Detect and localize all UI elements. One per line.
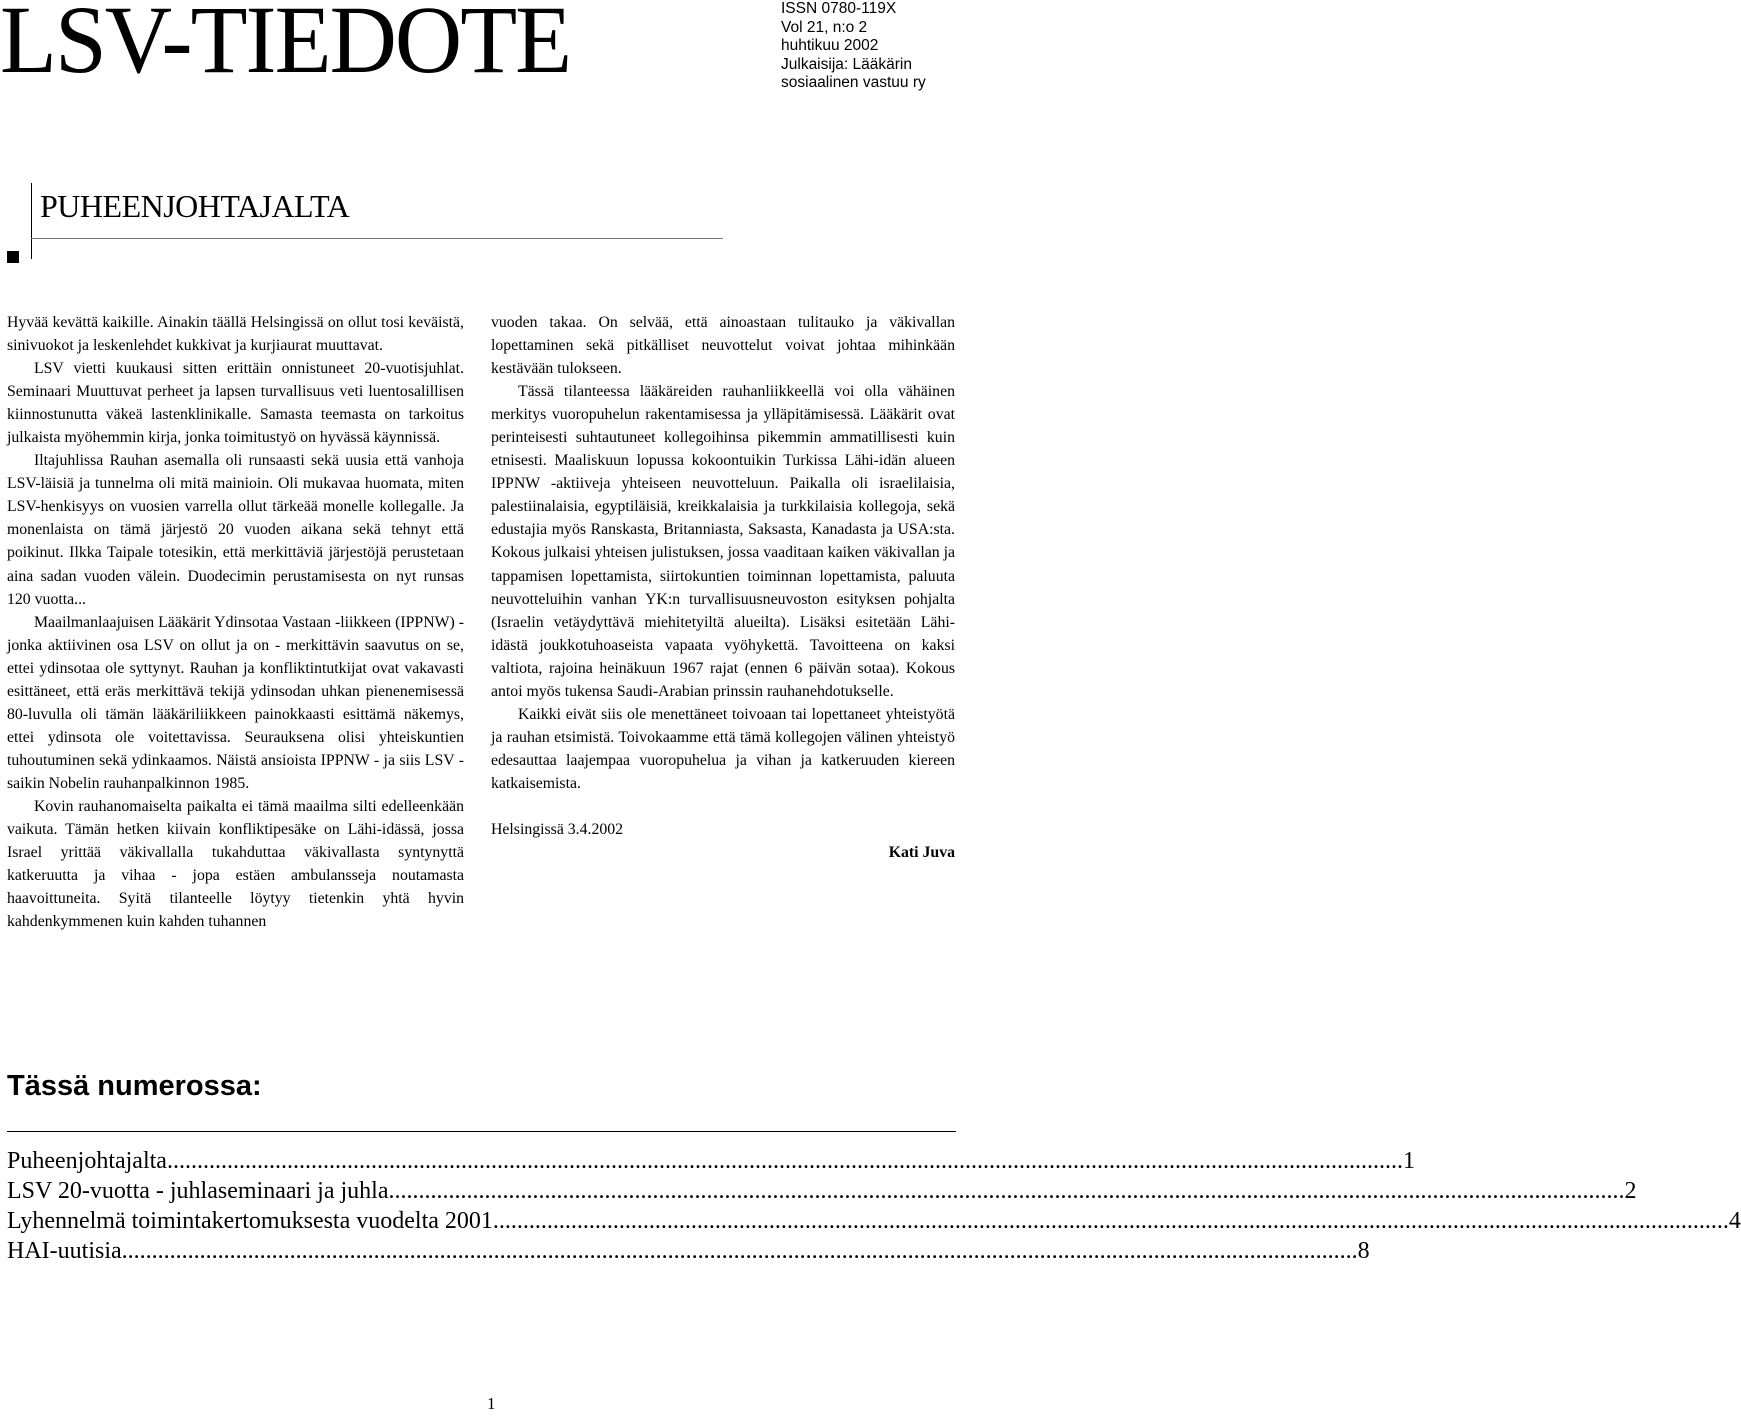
section-horizontal-rule bbox=[31, 238, 723, 239]
paragraph: Tässä tilanteessa lääkäreiden rauhanliikkeellä voi olla vähäinen merkitys vuoropuhelun rakentamisessa ja ylläpitämisessä. Lääkärit ovat perinteisesti suhtautuneet kollegoihinsa pikemmin ammatillisesti kuin etnisesti. Maaliskuun lopussa kokoontuikin Turkissa Lähi-idän alueen IPPNW -aktiiveja yhteiseen neuvotteluun. Paikalla oli israelilaisia, palestiinalaisia, egyptiläisiä, kreikkalaisia ja turkkilaisia kollegoja, sekä edustajia myös Ranskasta, Britanniasta, Saksasta, Kanadasta ja USA:sta. Kokous julkaisi yhteisen julistuksen, jossa vaaditaan kaiken väkivallan ja tappamisen lopettamista, siirtokuntien toiminnan lopettamista, paluuta neuvotteluihin vanhan YK:n turvallisuusneuvoston esityksen pohjalta (Israelin vetäydyttävä miehitetyiltä alueilta). Lisäksi esitetään Lähi-idästä joukkotuhoaseista vapaata vyöhykettä. Tavoitteena on kaksi valtiota, rajoina heinäkuun 1967 rajat (ennen 6 päivän sotaa). Kokous antoi myös tukensa Saudi-Arabian prinssin rauhanehdotukselle. bbox=[491, 383, 955, 700]
toc-leader-dots: .............................................................................................................................................................................................................. bbox=[388, 1178, 1625, 1204]
toc-item-label: HAI-uutisia bbox=[7, 1238, 122, 1264]
toc-item-label: LSV 20-vuotta - juhlaseminaari ja juhla bbox=[7, 1178, 389, 1204]
section-vertical-rule bbox=[31, 183, 32, 259]
paragraph: LSV vietti kuukausi sitten erittäin onnistuneet 20-vuotisjuhlat. Seminaari Muuttuvat perheet ja lapsen turvallisuus veti luentosalillisen kiinnostunutta väkeä lastenklinikalle. Samasta teemasta on tarkoitus julkaista myöhemmin kirja, jonka toimitustyö on hyvässä käynnissä. bbox=[7, 360, 464, 447]
paragraph: Iltajuhlissa Rauhan asemalla oli runsaasti sekä uusia että vanhoja LSV-läisiä ja tunnelma oli mitä mainioin. Oli mukavaa huomata, miten LSV-henkisyys on vuosien varrella ollut tärkeää monelle kollegalle. Ja monenlaista on tämä järjestö 20 vuoden aikana sekä tehnyt että poikinut. Ilkka Taipale totesikin, että merkittäviä järjestöjä perustetaan aina sadan vuoden välein. Duodecimin perustamisesta on nyt runsas 120 vuotta... bbox=[7, 452, 464, 608]
toc-item-page: 2 bbox=[1624, 1178, 1637, 1204]
paragraph: Hyvää kevättä kaikille. Ainakin täällä Helsingissä on ollut tosi keväistä, sinivuokot ja leskenlehdet kukkivat ja kurjiaurat muuttavat. bbox=[7, 314, 464, 355]
issue-date: huhtikuu 2002 bbox=[781, 37, 879, 54]
section-marker-square bbox=[7, 251, 19, 263]
toc-item-page: 4 bbox=[1728, 1208, 1741, 1234]
toc-item-page: 1 bbox=[1402, 1148, 1415, 1174]
article-title: PUHEENJOHTAJALTA bbox=[40, 188, 350, 224]
signature: Kati Juva bbox=[888, 843, 955, 861]
toc-item-page: 8 bbox=[1357, 1238, 1370, 1264]
toc-item[interactable] bbox=[7, 1176, 1637, 1206]
toc-divider bbox=[7, 1131, 956, 1132]
toc-item[interactable] bbox=[7, 1146, 1415, 1176]
paragraph: Maailmanlaajuisen Lääkärit Ydinsotaa Vastaan -liikkeen (IPPNW) - jonka aktiivinen osa LSV on ollut ja on - merkittävin saavutus on se, ettei ydinsotaa ole syttynyt. Rauhan ja konfliktintutkijat ovat vakavasti esittäneet, että eräs merkittävä tekijä ydinsodan uhkan pienenemisessä 80-luvulla oli tämän lääkäriliikkeen painokkaasti esittämä näkemys, ettei ydinsota ole voitettavissa. Seurauksena olisi yhteiskuntien tuhoutuminen sekä ydinkaamos. Näistä ansioista IPPNW - ja siis LSV - saikin Nobelin rauhanpalkinnon 1985. bbox=[7, 613, 464, 792]
toc-title: Tässä numerossa: bbox=[7, 1070, 262, 1102]
publisher-line-2: sosiaalinen vastuu ry bbox=[781, 74, 926, 91]
volume: Vol 21, n:o 2 bbox=[781, 18, 868, 36]
signoff bbox=[491, 818, 955, 864]
paragraph: vuoden takaa. On selvää, että ainoastaan tulitauko ja väkivallan lopettaminen sekä pitkälliset neuvottelut voivat johtaa mihinkään kestävään tulokseen. bbox=[491, 314, 955, 378]
toc-item-label: Puheenjohtajalta bbox=[7, 1148, 167, 1174]
toc-leader-dots: .............................................................................................................................................................................................................. bbox=[121, 1238, 1358, 1264]
article-column-right bbox=[491, 311, 955, 864]
masthead-title: LSV-TIEDOTE bbox=[0, 0, 571, 93]
toc-item-label: Lyhennelmä toimintakertomuksesta vuodelta 2001 bbox=[7, 1208, 493, 1234]
place-date: Helsingissä 3.4.2002 bbox=[491, 820, 624, 838]
toc-item[interactable] bbox=[7, 1236, 1370, 1266]
toc-item[interactable] bbox=[7, 1206, 1741, 1236]
table-of-contents bbox=[7, 1146, 1741, 1266]
page-number: 1 bbox=[487, 1394, 496, 1413]
paragraph: Kovin rauhanomaiselta paikalta ei tämä maailma silti edelleenkään vaikuta. Tämän hetken kiivain konfliktipesäke on Lähi-idässä, jossa Israel yrittää väkivallalla tukahduttaa väkivallasta syntynyttä katkeruutta ja vihaa - jopa estäen ambulansseja noutamasta haavoittuneita. Syitä tilanteelle löytyy tietenkin yhtä hyvin kahdenkymmenen kuin kahden tuhannen bbox=[7, 797, 464, 931]
paragraph: Kaikki eivät siis ole menettäneet toivoaan tai lopettaneet yhteistyötä ja rauhan etsimistä. Toivokaamme että tämä kollegojen välinen yhteistyö edesauttaa laajempaa vuoropuhelua ja vihan ja katkeruuden kiereen katkaisemista. bbox=[491, 705, 955, 792]
issn: ISSN 0780-119X bbox=[781, 0, 897, 17]
article-column-left bbox=[7, 311, 464, 933]
publisher-line-1: Julkaisija: Lääkärin bbox=[781, 55, 912, 73]
toc-leader-dots: .............................................................................................................................................................................................................. bbox=[492, 1208, 1729, 1234]
toc-leader-dots: .............................................................................................................................................................................................................. bbox=[166, 1148, 1403, 1174]
issue-info bbox=[781, 0, 926, 93]
